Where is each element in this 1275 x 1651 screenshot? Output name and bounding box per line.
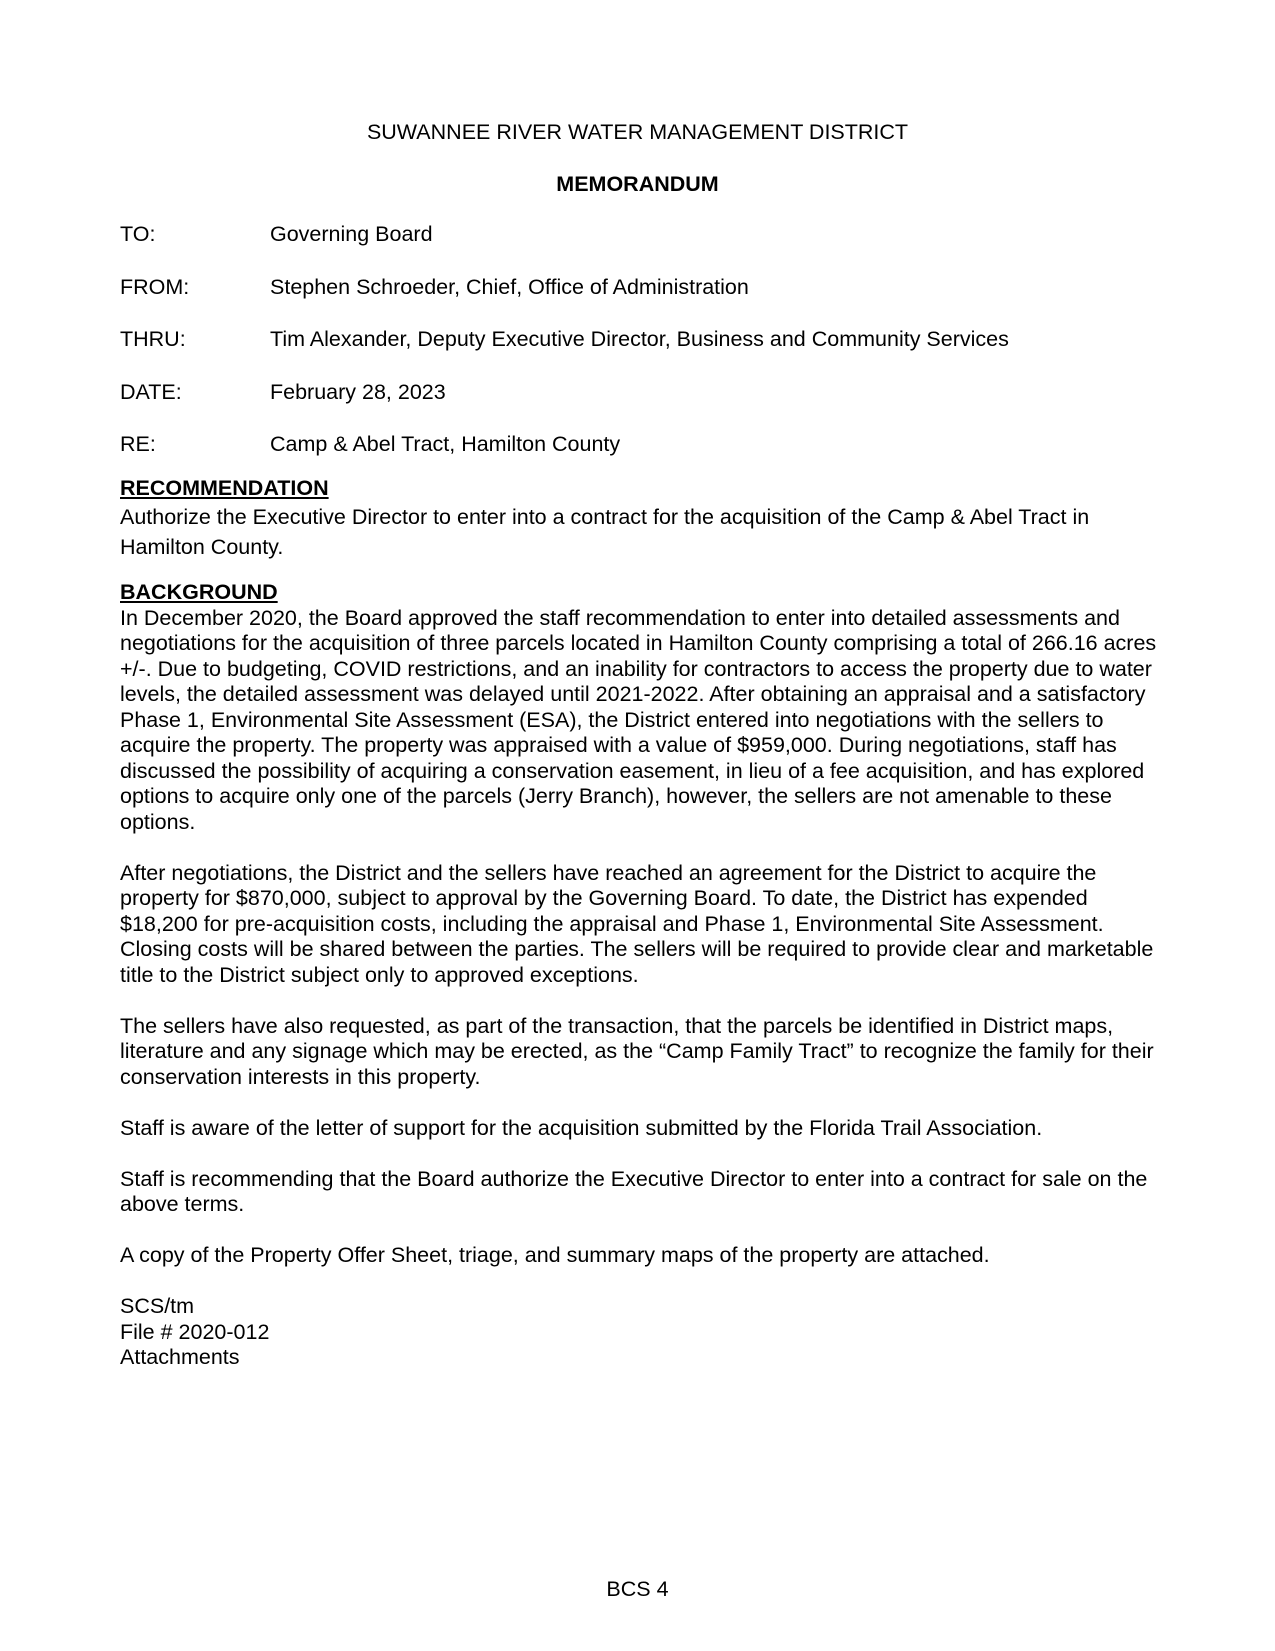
header-row-to — [120, 222, 1160, 275]
header-row-from — [120, 275, 1160, 328]
memo-header — [120, 222, 1160, 485]
background-heading: BACKGROUND — [120, 580, 278, 604]
date-value: February 28, 2023 — [270, 379, 446, 404]
background-paragraph: In December 2020, the Board approved the staff recommendation to enter into detailed assessments and negotiations for the acquisition of three parcels located in Hamilton County comprising a total of 266.16 acres +/-. Due to budgeting, COVID restrictions, and an inability for contractors to access the property due to water levels, the detailed assessment was delayed until 2021-2022. After obtaining an appraisal and a satisfactory Phase 1, Environmental Site Assessment (ESA), the District entered into negotiations with the sellers to acquire the property. The property was appraised with a value of $959,000. During negotiations, staff has discussed the possibility of acquiring a conservation easement, in lieu of a fee acquisition, and has explored options to acquire only one of the parcels (Jerry Branch), however, the sellers are not amenable to these options. — [120, 605, 1157, 834]
memo-title: MEMORANDUM — [556, 172, 719, 196]
re-value: Camp & Abel Tract, Hamilton County — [270, 432, 621, 456]
author-initials: SCS/tm — [120, 1294, 195, 1318]
background-section — [120, 580, 1160, 1371]
background-paragraph: A copy of the Property Offer Sheet, triage, and summary maps of the property are attached. — [120, 1243, 990, 1267]
recommendation-section — [120, 476, 1160, 562]
background-paragraph: Staff is aware of the letter of support for the acquisition submitted by the Florida Trail Association. — [120, 1115, 1043, 1140]
date-label: DATE: — [120, 379, 182, 404]
from-value: Stephen Schroeder, Chief, Office of Administration — [270, 274, 749, 299]
re-label: RE: — [120, 432, 156, 456]
file-number: File # 2020-012 — [120, 1319, 270, 1344]
recommendation-text: Authorize the Executive Director to enter into a contract for the acquisition of the Camp & Abel Tract in Hamilton County. — [120, 504, 1090, 559]
to-value: Governing Board — [270, 222, 433, 246]
background-paragraph: The sellers have also requested, as part of the transaction, that the parcels be identified in District maps, literature and any signage which may be erected, as the “Camp Family Tract” to recognize the family for their conservation interests in this property. — [120, 1013, 1154, 1089]
background-paragraph: After negotiations, the District and the sellers have reached an agreement for the District to acquire the property for $870,000, subject to approval by the Governing Board. To date, the District has expended $18,200 for pre-acquisition costs, including the appraisal and Phase 1, Environmental Site Assessment. Closing costs will be shared between the parties. The sellers will be required to provide clear and marketable title to the District subject only to approved exceptions. — [120, 860, 1154, 987]
page-number: BCS 4 — [606, 1577, 669, 1601]
attachments-label: Attachments — [120, 1345, 240, 1369]
memo-footer — [120, 1294, 1160, 1371]
organization-name: SUWANNEE RIVER WATER MANAGEMENT DISTRICT — [366, 120, 909, 144]
to-label: TO: — [120, 222, 156, 246]
background-paragraph: Staff is recommending that the Board authorize the Executive Director to enter into a contract for sale on the above terms. — [120, 1166, 1148, 1216]
recommendation-heading: RECOMMENDATION — [120, 476, 329, 500]
thru-value: Tim Alexander, Deputy Executive Director, Business and Community Services — [270, 327, 1009, 351]
from-label: FROM: — [120, 274, 190, 299]
header-row-date — [120, 380, 1160, 433]
header-row-thru — [120, 327, 1160, 380]
thru-label: THRU: — [120, 327, 186, 351]
